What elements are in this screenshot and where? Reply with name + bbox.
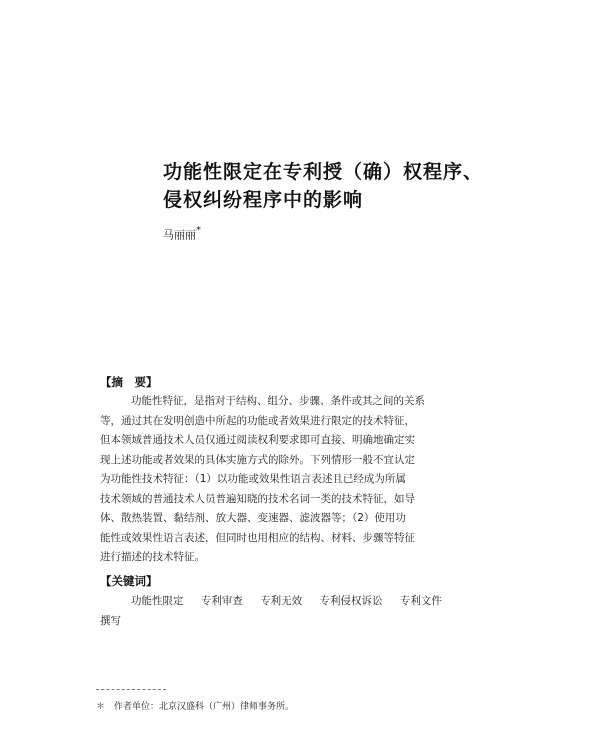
keyword: 专利审查 — [200, 595, 243, 607]
abstract-line: 现上述功能或者效果的具体实施方式的除外。下列情形一般不宜认定 — [100, 453, 415, 466]
abstract-line: 但本领域普通技术人员仅通过阅读权利要求即可直接、明确地确定实 — [100, 434, 415, 446]
author-footnote-mark: * — [196, 225, 201, 236]
article-title — [163, 158, 583, 214]
abstract-line: 为功能性技术特征：（1）以功能或效果性语言表述且已经成为所属 — [100, 473, 406, 485]
article-title-line-1: 功能性限定在专利授（确）权程序、 — [163, 161, 484, 183]
keyword: 专利无效 — [260, 595, 303, 607]
abstract-line: 等，通过其在发明创造中所起的功能或者效果进行限定的技术特征， — [100, 414, 415, 427]
author-affiliation-footnote: ＊ 作者单位：北京汉盛科（广州）律师事务所。 — [96, 702, 295, 712]
keywords-line-2 — [100, 612, 512, 632]
keyword: 功能性限定 — [131, 595, 184, 607]
abstract-line: 体、散热装置、黏结剂、放大器、变速器、滤波器等；（2）使用功 — [100, 512, 406, 524]
keyword: 专利文件 — [399, 595, 442, 607]
abstract-label: 【摘 要】 — [100, 375, 158, 389]
keyword: 专利侵权诉讼 — [319, 595, 383, 607]
abstract-body — [100, 392, 512, 568]
keywords-label: 【关键词】 — [100, 574, 158, 588]
keyword: 撰写 — [100, 614, 121, 627]
keywords-line-1 — [100, 592, 512, 612]
author-byline — [163, 226, 201, 243]
article-title-line-2: 侵权纠纷程序中的影响 — [163, 189, 364, 211]
abstract-line: 能性或效果性语言表述，但同时也用相应的结构、材料、步骤等特征 — [100, 531, 415, 544]
abstract-line: 技术领域的普通技术人员普遍知晓的技术名词一类的技术特征，如导 — [100, 492, 415, 505]
abstract-line: 功能性特征，是指对于结构、组分、步骤、条件或其之间的关系 — [131, 395, 425, 407]
footnote-divider — [96, 689, 166, 690]
abstract-line: 进行描述的技术特征。 — [100, 551, 205, 563]
author-name: 马丽丽 — [163, 228, 196, 242]
keywords-body — [100, 592, 512, 631]
